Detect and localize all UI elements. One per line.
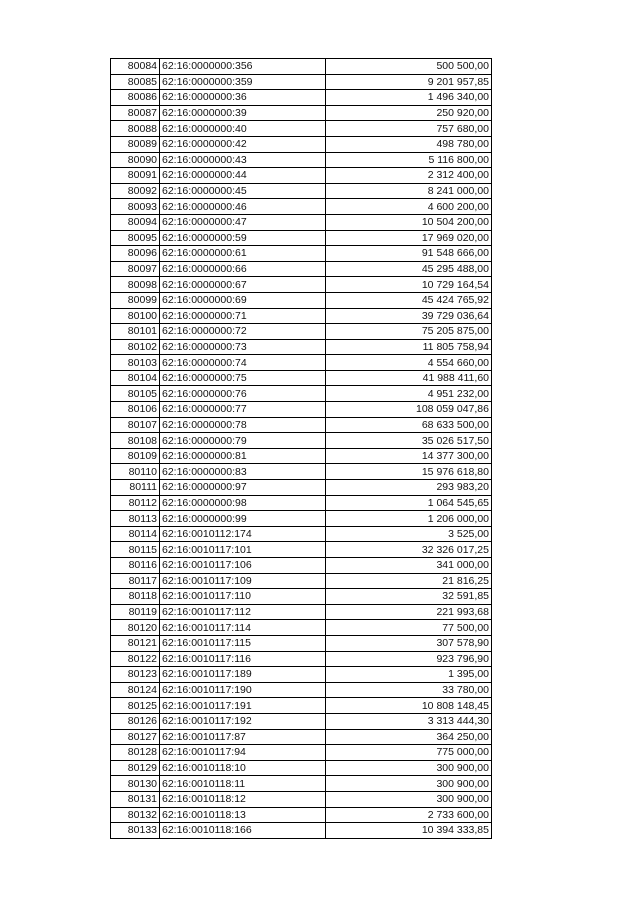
- row-number-cell: 80087: [111, 105, 160, 121]
- row-number-cell: 80092: [111, 183, 160, 199]
- table-row: [111, 604, 492, 620]
- cadastral-number-cell: 62:16:0000000:67: [160, 277, 326, 293]
- cadastral-number-cell: 62:16:0010117:109: [160, 573, 326, 589]
- cadastral-value-cell: 775 000,00: [326, 745, 492, 761]
- cadastral-number-cell: 62:16:0000000:78: [160, 417, 326, 433]
- cadastral-value-cell: 77 500,00: [326, 620, 492, 636]
- cadastral-value-cell: 68 633 500,00: [326, 417, 492, 433]
- row-number-cell: 80111: [111, 480, 160, 496]
- table-row: [111, 74, 492, 90]
- cadastral-value-cell: 14 377 300,00: [326, 448, 492, 464]
- table-row: [111, 417, 492, 433]
- row-number-cell: 80095: [111, 230, 160, 246]
- row-number-cell: 80104: [111, 370, 160, 386]
- row-number-cell: 80113: [111, 511, 160, 527]
- cadastral-value-cell: 91 548 666,00: [326, 246, 492, 262]
- table-row: [111, 152, 492, 168]
- cadastral-number-cell: 62:16:0000000:59: [160, 230, 326, 246]
- table-row: [111, 246, 492, 262]
- cadastral-number-cell: 62:16:0000000:47: [160, 214, 326, 230]
- cadastral-number-cell: 62:16:0000000:73: [160, 339, 326, 355]
- table-row: [111, 823, 492, 839]
- cadastral-number-cell: 62:16:0000000:99: [160, 511, 326, 527]
- table-row: [111, 230, 492, 246]
- cadastral-value-cell: 4 600 200,00: [326, 199, 492, 215]
- cadastral-number-cell: 62:16:0010117:116: [160, 651, 326, 667]
- row-number-cell: 80096: [111, 246, 160, 262]
- table-row: [111, 386, 492, 402]
- cadastral-number-cell: 62:16:0010117:106: [160, 558, 326, 574]
- table-row: [111, 635, 492, 651]
- cadastral-number-cell: 62:16:0000000:79: [160, 433, 326, 449]
- cadastral-value-cell: 10 394 333,85: [326, 823, 492, 839]
- cadastral-value-cell: 1 395,00: [326, 667, 492, 683]
- row-number-cell: 80133: [111, 823, 160, 839]
- cadastral-number-cell: 62:16:0010117:115: [160, 635, 326, 651]
- table-row: [111, 433, 492, 449]
- cadastral-number-cell: 62:16:0000000:42: [160, 136, 326, 152]
- cadastral-value-cell: 300 900,00: [326, 776, 492, 792]
- row-number-cell: 80131: [111, 791, 160, 807]
- cadastral-number-cell: 62:16:0010118:166: [160, 823, 326, 839]
- table-row: [111, 214, 492, 230]
- cadastral-value-cell: 364 250,00: [326, 729, 492, 745]
- row-number-cell: 80109: [111, 448, 160, 464]
- row-number-cell: 80088: [111, 121, 160, 137]
- table-row: [111, 261, 492, 277]
- cadastral-number-cell: 62:16:0010117:112: [160, 604, 326, 620]
- cadastral-value-cell: 10 729 164,54: [326, 277, 492, 293]
- cadastral-number-cell: 62:16:0010117:192: [160, 713, 326, 729]
- row-number-cell: 80124: [111, 682, 160, 698]
- table-row: [111, 495, 492, 511]
- cadastral-value-cell: 4 951 232,00: [326, 386, 492, 402]
- row-number-cell: 80103: [111, 355, 160, 371]
- cadastral-number-cell: 62:16:0010118:13: [160, 807, 326, 823]
- cadastral-value-cell: 293 983,20: [326, 480, 492, 496]
- cadastral-value-cell: 11 805 758,94: [326, 339, 492, 355]
- row-number-cell: 80091: [111, 168, 160, 184]
- cadastral-value-cell: 10 808 148,45: [326, 698, 492, 714]
- table-row: [111, 776, 492, 792]
- table-row: [111, 558, 492, 574]
- cadastral-number-cell: 62:16:0000000:36: [160, 90, 326, 106]
- row-number-cell: 80130: [111, 776, 160, 792]
- row-number-cell: 80120: [111, 620, 160, 636]
- cadastral-number-cell: 62:16:0000000:97: [160, 480, 326, 496]
- row-number-cell: 80123: [111, 667, 160, 683]
- cadastral-number-cell: 62:16:0010112:174: [160, 526, 326, 542]
- cadastral-value-cell: 33 780,00: [326, 682, 492, 698]
- cadastral-value-cell: 250 920,00: [326, 105, 492, 121]
- cadastral-value-cell: 498 780,00: [326, 136, 492, 152]
- table-row: [111, 745, 492, 761]
- row-number-cell: 80086: [111, 90, 160, 106]
- cadastral-number-cell: 62:16:0010117:114: [160, 620, 326, 636]
- cadastral-value-cell: 17 969 020,00: [326, 230, 492, 246]
- row-number-cell: 80112: [111, 495, 160, 511]
- table-row: [111, 464, 492, 480]
- row-number-cell: 80089: [111, 136, 160, 152]
- cadastral-number-cell: 62:16:0000000:359: [160, 74, 326, 90]
- table-row: [111, 339, 492, 355]
- table-row: [111, 355, 492, 371]
- cadastral-value-cell: 923 796,90: [326, 651, 492, 667]
- cadastral-value-cell: 221 993,68: [326, 604, 492, 620]
- cadastral-number-cell: 62:16:0000000:71: [160, 308, 326, 324]
- row-number-cell: 80085: [111, 74, 160, 90]
- cadastral-number-cell: 62:16:0010117:101: [160, 542, 326, 558]
- row-number-cell: 80132: [111, 807, 160, 823]
- cadastral-number-cell: 62:16:0000000:83: [160, 464, 326, 480]
- cadastral-value-cell: 32 591,85: [326, 589, 492, 605]
- row-number-cell: 80098: [111, 277, 160, 293]
- cadastral-value-cell: 41 988 411,60: [326, 370, 492, 386]
- cadastral-number-cell: 62:16:0010117:94: [160, 745, 326, 761]
- row-number-cell: 80122: [111, 651, 160, 667]
- table-row: [111, 651, 492, 667]
- row-number-cell: 80090: [111, 152, 160, 168]
- row-number-cell: 80093: [111, 199, 160, 215]
- cadastral-value-cell: 1 496 340,00: [326, 90, 492, 106]
- table-row: [111, 168, 492, 184]
- cadastral-number-cell: 62:16:0000000:81: [160, 448, 326, 464]
- cadastral-value-cell: 21 816,25: [326, 573, 492, 589]
- cadastral-number-cell: 62:16:0000000:43: [160, 152, 326, 168]
- cadastral-value-cell: 2 312 400,00: [326, 168, 492, 184]
- row-number-cell: 80125: [111, 698, 160, 714]
- table-row: [111, 308, 492, 324]
- table-row: [111, 292, 492, 308]
- cadastral-number-cell: 62:16:0010117:110: [160, 589, 326, 605]
- table-row: [111, 807, 492, 823]
- row-number-cell: 80097: [111, 261, 160, 277]
- row-number-cell: 80108: [111, 433, 160, 449]
- cadastral-value-cell: 75 205 875,00: [326, 324, 492, 340]
- table-row: [111, 370, 492, 386]
- row-number-cell: 80094: [111, 214, 160, 230]
- cadastral-number-cell: 62:16:0010117:191: [160, 698, 326, 714]
- cadastral-number-cell: 62:16:0000000:45: [160, 183, 326, 199]
- cadastral-value-cell: 10 504 200,00: [326, 214, 492, 230]
- table-row: [111, 199, 492, 215]
- table-row: [111, 105, 492, 121]
- cadastral-value-cell: 500 500,00: [326, 59, 492, 75]
- cadastral-value-cell: 39 729 036,64: [326, 308, 492, 324]
- table-row: [111, 526, 492, 542]
- table-row: [111, 698, 492, 714]
- table-row: [111, 136, 492, 152]
- row-number-cell: 80114: [111, 526, 160, 542]
- cadastral-number-cell: 62:16:0000000:76: [160, 386, 326, 402]
- row-number-cell: 80102: [111, 339, 160, 355]
- table-row: [111, 511, 492, 527]
- table-row: [111, 620, 492, 636]
- row-number-cell: 80129: [111, 760, 160, 776]
- table-row: [111, 729, 492, 745]
- row-number-cell: 80127: [111, 729, 160, 745]
- table-row: [111, 480, 492, 496]
- table-row: [111, 682, 492, 698]
- table-row: [111, 59, 492, 75]
- cadastral-value-cell: 4 554 660,00: [326, 355, 492, 371]
- cadastral-number-cell: 62:16:0010117:189: [160, 667, 326, 683]
- cadastral-number-cell: 62:16:0000000:98: [160, 495, 326, 511]
- table-body: [111, 59, 492, 839]
- cadastral-value-cell: 45 295 488,00: [326, 261, 492, 277]
- table-row: [111, 542, 492, 558]
- cadastral-value-cell: 3 525,00: [326, 526, 492, 542]
- cadastral-number-cell: 62:16:0000000:77: [160, 402, 326, 418]
- row-number-cell: 80115: [111, 542, 160, 558]
- table-row: [111, 791, 492, 807]
- cadastral-value-cell: 757 680,00: [326, 121, 492, 137]
- cadastral-number-cell: 62:16:0010118:12: [160, 791, 326, 807]
- row-number-cell: 80128: [111, 745, 160, 761]
- cadastral-value-cell: 108 059 047,86: [326, 402, 492, 418]
- cadastral-value-cell: 5 116 800,00: [326, 152, 492, 168]
- table-row: [111, 713, 492, 729]
- table-row: [111, 760, 492, 776]
- table-row: [111, 183, 492, 199]
- row-number-cell: 80116: [111, 558, 160, 574]
- cadastral-value-cell: 300 900,00: [326, 760, 492, 776]
- cadastral-value-cell: 32 326 017,25: [326, 542, 492, 558]
- cadastral-value-cell: 307 578,90: [326, 635, 492, 651]
- cadastral-number-cell: 62:16:0000000:69: [160, 292, 326, 308]
- cadastral-number-cell: 62:16:0010118:10: [160, 760, 326, 776]
- row-number-cell: 80101: [111, 324, 160, 340]
- row-number-cell: 80121: [111, 635, 160, 651]
- cadastral-number-cell: 62:16:0000000:44: [160, 168, 326, 184]
- row-number-cell: 80106: [111, 402, 160, 418]
- cadastral-number-cell: 62:16:0000000:72: [160, 324, 326, 340]
- table-row: [111, 402, 492, 418]
- cadastral-value-cell: 35 026 517,50: [326, 433, 492, 449]
- table-row: [111, 277, 492, 293]
- cadastral-value-cell: 9 201 957,85: [326, 74, 492, 90]
- cadastral-value-cell: 45 424 765,92: [326, 292, 492, 308]
- cadastral-number-cell: 62:16:0010117:87: [160, 729, 326, 745]
- row-number-cell: 80099: [111, 292, 160, 308]
- cadastral-number-cell: 62:16:0000000:39: [160, 105, 326, 121]
- cadastral-number-cell: 62:16:0010117:190: [160, 682, 326, 698]
- table-row: [111, 573, 492, 589]
- row-number-cell: 80105: [111, 386, 160, 402]
- cadastral-value-cell: 15 976 618,80: [326, 464, 492, 480]
- cadastral-number-cell: 62:16:0000000:356: [160, 59, 326, 75]
- cadastral-number-cell: 62:16:0010118:11: [160, 776, 326, 792]
- row-number-cell: 80100: [111, 308, 160, 324]
- row-number-cell: 80110: [111, 464, 160, 480]
- row-number-cell: 80118: [111, 589, 160, 605]
- cadastral-value-cell: 300 900,00: [326, 791, 492, 807]
- table-row: [111, 324, 492, 340]
- cadastral-value-cell: 341 000,00: [326, 558, 492, 574]
- cadastral-value-cell: 1 206 000,00: [326, 511, 492, 527]
- cadastral-value-cell: 8 241 000,00: [326, 183, 492, 199]
- table-row: [111, 448, 492, 464]
- cadastral-value-cell: 2 733 600,00: [326, 807, 492, 823]
- cadastral-value-table: [110, 58, 492, 839]
- row-number-cell: 80119: [111, 604, 160, 620]
- cadastral-value-cell: 3 313 444,30: [326, 713, 492, 729]
- row-number-cell: 80084: [111, 59, 160, 75]
- cadastral-number-cell: 62:16:0000000:40: [160, 121, 326, 137]
- cadastral-value-cell: 1 064 545,65: [326, 495, 492, 511]
- table-row: [111, 90, 492, 106]
- cadastral-number-cell: 62:16:0000000:66: [160, 261, 326, 277]
- row-number-cell: 80126: [111, 713, 160, 729]
- table-row: [111, 121, 492, 137]
- cadastral-number-cell: 62:16:0000000:74: [160, 355, 326, 371]
- row-number-cell: 80117: [111, 573, 160, 589]
- cadastral-number-cell: 62:16:0000000:61: [160, 246, 326, 262]
- cadastral-number-cell: 62:16:0000000:46: [160, 199, 326, 215]
- cadastral-number-cell: 62:16:0000000:75: [160, 370, 326, 386]
- table-row: [111, 667, 492, 683]
- row-number-cell: 80107: [111, 417, 160, 433]
- table-row: [111, 589, 492, 605]
